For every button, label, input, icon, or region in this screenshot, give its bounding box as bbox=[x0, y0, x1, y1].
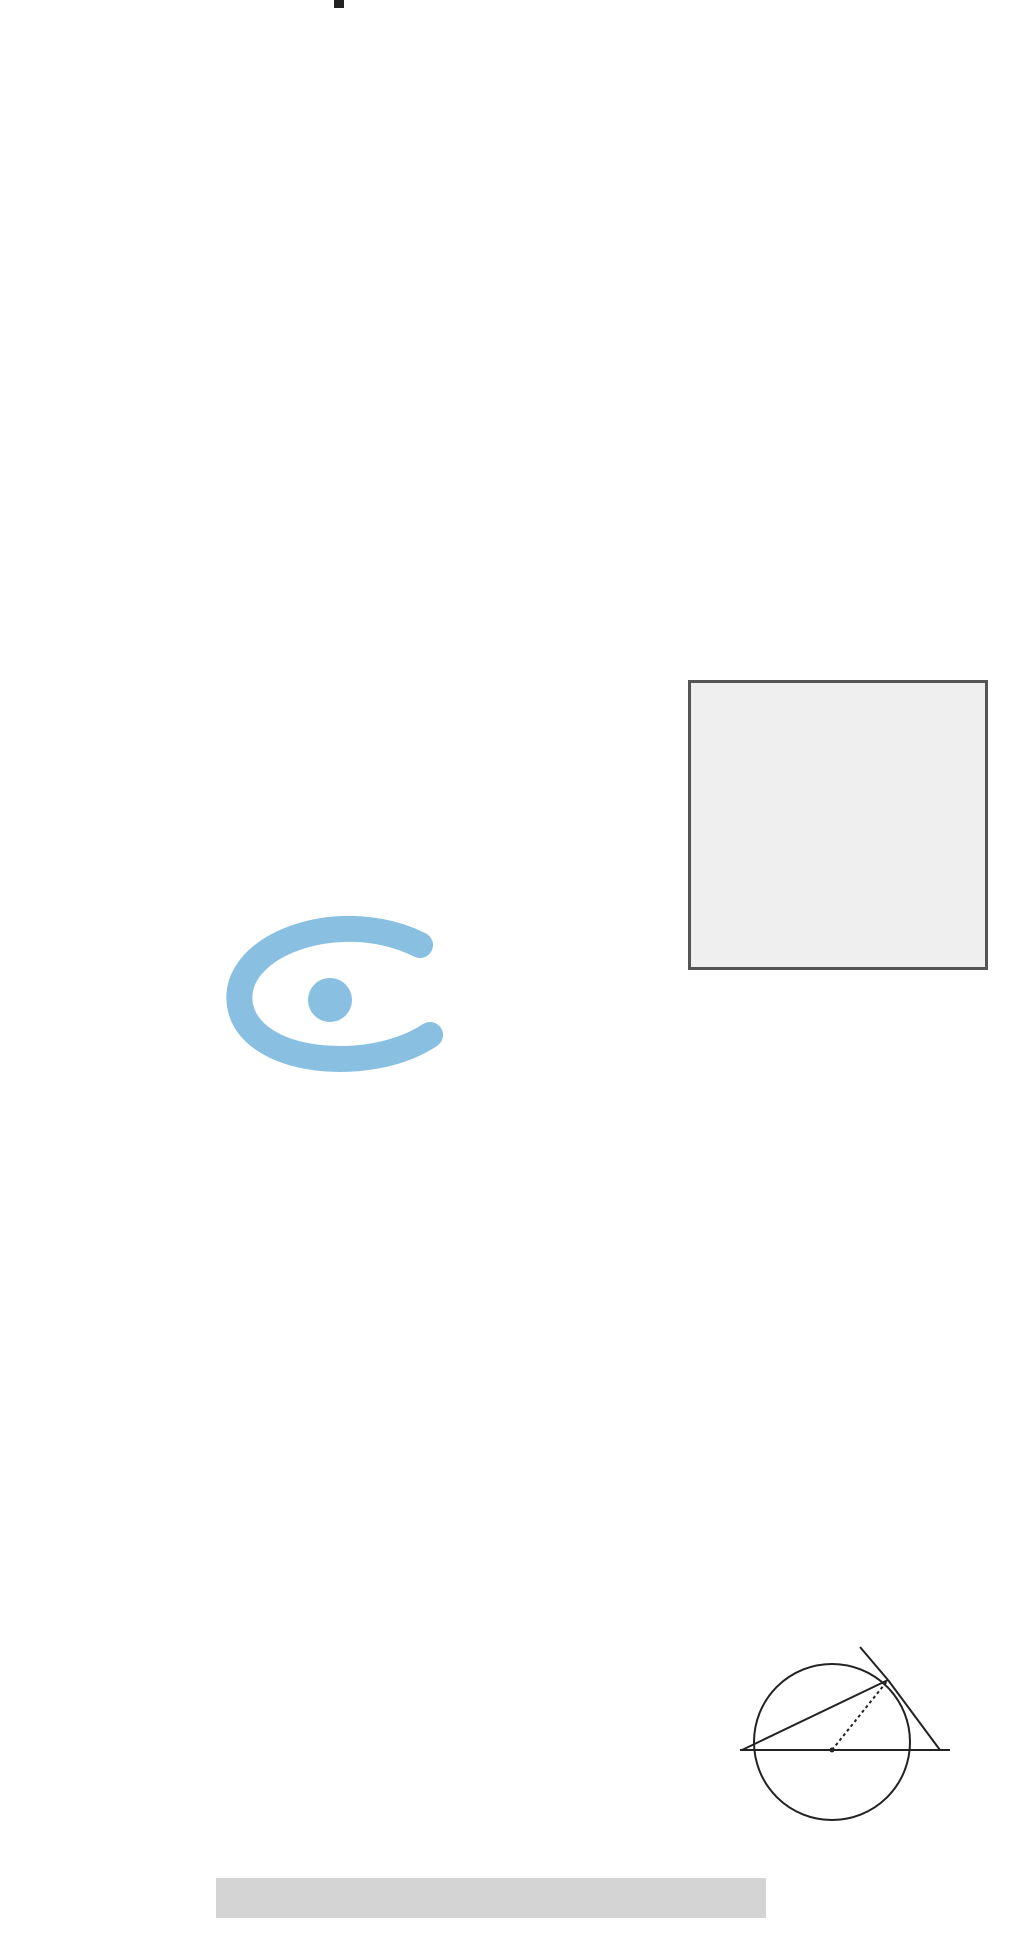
line-od bbox=[832, 1680, 888, 1750]
chord-ad bbox=[742, 1680, 888, 1750]
page-footer bbox=[216, 1878, 766, 1918]
circle-figure bbox=[720, 1642, 960, 1832]
center-point bbox=[830, 1748, 835, 1753]
line-dc bbox=[888, 1680, 940, 1750]
copyright-stamp bbox=[688, 680, 988, 970]
tangent-ext bbox=[860, 1647, 888, 1680]
watermark-swirl-icon bbox=[220, 915, 450, 1085]
ink-mark bbox=[334, 0, 344, 8]
circle-o bbox=[754, 1664, 910, 1820]
